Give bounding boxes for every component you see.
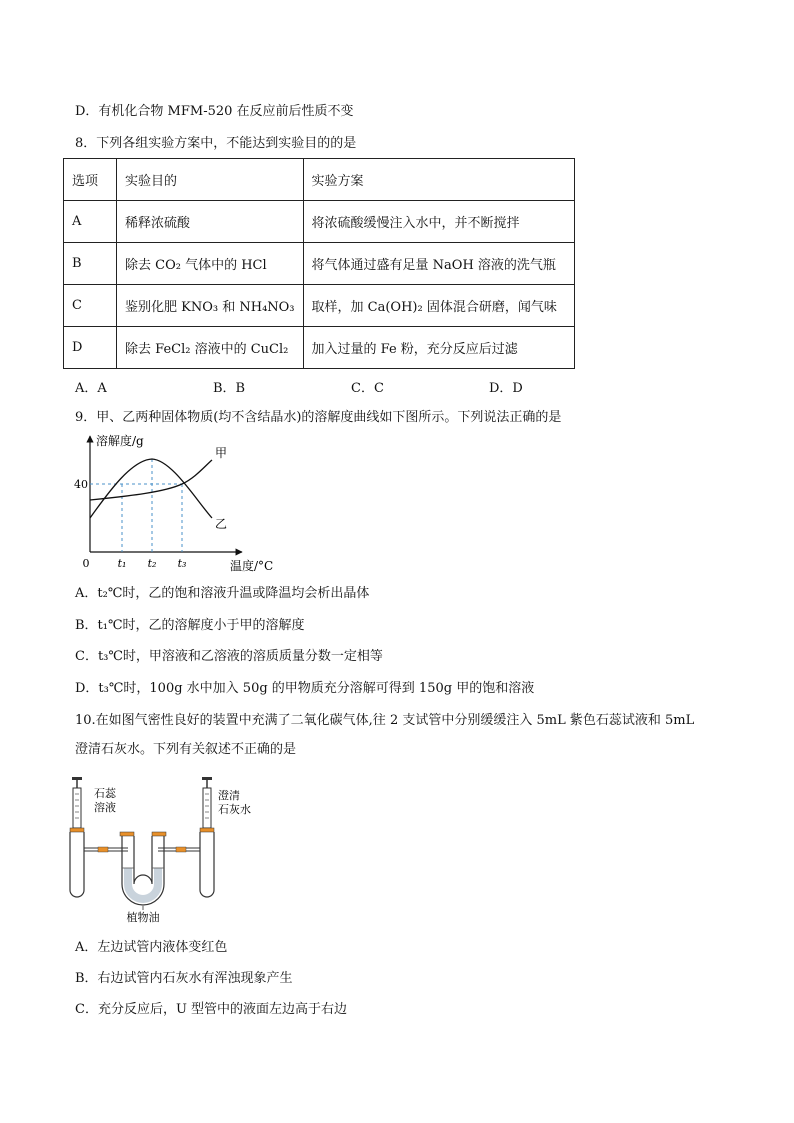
label-litmus-2: 溶液 xyxy=(94,801,116,814)
label-litmus-1: 石蕊 xyxy=(94,787,116,800)
apparatus-figure xyxy=(68,772,268,924)
q10-stem-line2: 澄清石灰水。下列有关叙述不正确的是 xyxy=(75,742,297,757)
q8-option-a: A．A xyxy=(75,381,107,396)
yi-label: 乙 xyxy=(215,517,228,531)
q8-stem: 8．下列各组实验方案中，不能达到实验目的的是 xyxy=(75,136,357,151)
q9-option-b: B．t₁℃时，乙的溶解度小于甲的溶解度 xyxy=(75,618,305,633)
jia-label: 甲 xyxy=(215,446,228,460)
table-row xyxy=(64,201,575,243)
table-cell: B xyxy=(64,243,117,285)
x-tick-t3: t₃ xyxy=(177,557,187,570)
right-test-tube xyxy=(200,832,214,897)
table-cell: 加入过量的 Fe 粉，充分反应后过滤 xyxy=(303,327,574,369)
q10-stem-line1: 10.在如图气密性良好的装置中充满了二氧化碳气体,往 2 支试管中分别缓缓注入 5mL 紫色石蕊试液和 5mL xyxy=(75,713,695,728)
table-row xyxy=(64,243,575,285)
left-syringe xyxy=(70,777,84,832)
q7-option-d: D．有机化合物 MFM-520 在反应前后性质不变 xyxy=(75,104,354,119)
table-cell: 除去 FeCl₂ 溶液中的 CuCl₂ xyxy=(117,327,304,369)
solubility-curve-graph xyxy=(70,430,290,580)
table-header-cell: 实验目的 xyxy=(117,159,304,201)
y-tick-40: 40 xyxy=(74,478,88,491)
table-cell: 鉴别化肥 KNO₃ 和 NH₄NO₃ xyxy=(117,285,304,327)
left-test-tube xyxy=(70,832,84,897)
q8-option-b: B．B xyxy=(213,381,246,396)
q10-option-a: A．左边试管内液体变红色 xyxy=(75,940,228,955)
q9-option-c: C．t₃℃时，甲溶液和乙溶液的溶质质量分数一定相等 xyxy=(75,649,383,664)
table-cell: 稀释浓硫酸 xyxy=(117,201,304,243)
table-cell: C xyxy=(64,285,117,327)
label-vegetable-oil: 植物油 xyxy=(126,911,160,924)
table-cell: D xyxy=(64,327,117,369)
q9-option-a: A．t₂℃时，乙的饱和溶液升温或降温均会析出晶体 xyxy=(75,586,370,601)
table-cell: 除去 CO₂ 气体中的 HCl xyxy=(117,243,304,285)
table-cell: 取样，加 Ca(OH)₂ 固体混合研磨，闻气味 xyxy=(303,285,574,327)
table-cell: A xyxy=(64,201,117,243)
table-row xyxy=(64,327,575,369)
right-syringe xyxy=(200,777,214,832)
table-header-cell: 选项 xyxy=(64,159,117,201)
y-axis-label: 溶解度/g xyxy=(96,434,144,448)
label-limewater-2: 石灰水 xyxy=(218,803,251,816)
q8-option-d: D．D xyxy=(489,381,523,396)
q8-option-c: C．C xyxy=(351,381,384,396)
table-cell: 将气体通过盛有足量 NaOH 溶液的洗气瓶 xyxy=(303,243,574,285)
q10-option-b: B．右边试管内石灰水有浑浊现象产生 xyxy=(75,971,293,986)
x-tick-t2: t₂ xyxy=(147,557,157,570)
q9-option-d: D．t₃℃时，100g 水中加入 50g 的甲物质充分溶解可得到 150g 甲的饱和溶液 xyxy=(75,681,535,696)
x-tick-t1: t₁ xyxy=(117,557,127,570)
u-tube xyxy=(120,832,166,905)
table-row xyxy=(64,285,575,327)
origin-label: 0 xyxy=(82,557,90,570)
yi-curve xyxy=(90,459,212,518)
x-axis-label: 温度/°C xyxy=(230,559,274,573)
table-cell: 将浓硫酸缓慢注入水中，并不断搅拌 xyxy=(303,201,574,243)
label-limewater-1: 澄清 xyxy=(218,789,240,802)
q9-stem: 9．甲、乙两种固体物质(均不含结晶水)的溶解度曲线如下图所示。下列说法正确的是 xyxy=(75,410,562,425)
table-header-cell: 实验方案 xyxy=(303,159,574,201)
table-header-row xyxy=(64,159,575,201)
q10-option-c: C．充分反应后，U 型管中的液面左边高于右边 xyxy=(75,1002,348,1017)
q8-table xyxy=(63,158,575,369)
